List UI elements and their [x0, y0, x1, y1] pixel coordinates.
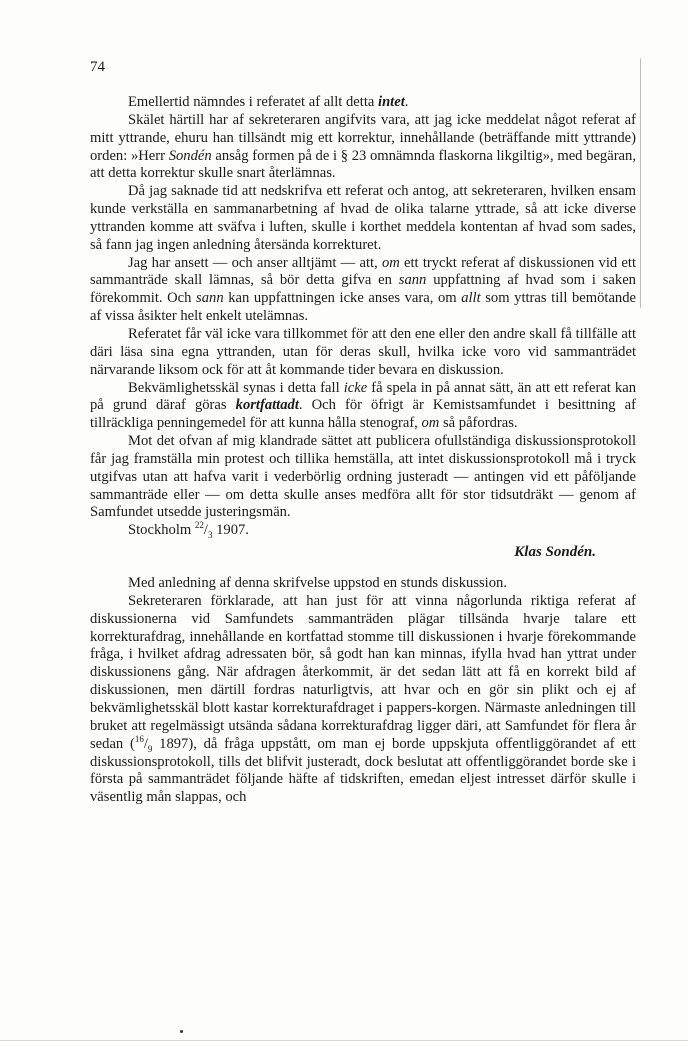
page-edge-line — [640, 58, 641, 308]
paragraph-4: Jag har ansett — och anser alltjämt — att, om ett tryckt referat af diskussionen vid ett sammanträde skall lämnas, så bör detta gifva en sann uppfattning af hvad som i saken förekommit. Och sann kan uppfattningen icke anses vara, om allt som yttras till bemötande af vissa åsikter helt enkelt utelämnas. — [90, 254, 636, 325]
dateline: Stockholm $^{22}/_3$ 1907. — [128, 520, 249, 541]
signature: Klas Sondén. — [514, 544, 596, 561]
stray-mark — [180, 1030, 183, 1033]
paragraph-3: Då jag saknade tid att nedskrifva ett referat och antog, att sekreteraren, hvilken ensam kunde verkställa en sammanarbetning af hvad de olika talarne yttrade, så att icke diverse yttranden komme att sväfva i luften, skulle i korthet meddela kontentan af hvad som sades, så fann jag ingen anledning återsända korrekturet. — [90, 183, 636, 253]
page-number: 74 — [90, 59, 105, 75]
paragraph-6: Bekvämlighetsskäl synas i detta fall icke få spela in på annat sätt, än att ett referat kan på grund däraf göras kortfattadt. Och för öfrigt är Kemistsamfundet i besittning af tillräckliga penningemedel för att kunna hålla stenograf, om så påfordras. — [90, 379, 637, 432]
paragraph-8: Med anledning af denna skrifvelse uppstod en stunds diskussion. — [128, 575, 507, 592]
page-bottom-edge — [0, 1040, 688, 1041]
paragraph-1: Emellertid nämndes i referatet af allt detta intet. — [128, 94, 409, 110]
paragraph-2: Skälet härtill har af sekreteraren angifvits vara, att jag icke meddelat något referat af mitt yttrande, ehuru han tillsändt mig ett korrektur, innehållande (beträffande mitt yttrande) orden: »Herr Sondén ansåg formen på de i § 23 omnämnda flaskorna likgiltig», med begäran, att detta korrektur skulle snart återlämnas. — [90, 111, 636, 182]
paragraph-7: Mot det ofvan af mig klandrade sättet att publicera ofullständiga diskussionsprotokoll får jag framställa min protest och tillika hemställa, att intet diskussionsprotokoll må i tryck utgifvas utan att hafva varit i vederbörlig ordning justeradt — antingen vid ett påföljande sammanträde eller — om detta skulle anses medföra allt för stor tidsutdräkt — genom af Samfundet utsedde justeringsmän. — [90, 433, 636, 521]
paragraph-9: Sekreteraren förklarade, att han just för att vinna någorlunda riktiga referat af diskussionerna vid Samfundets sammanträden plägar tillsända hvarje talare ett korrekturafdrag, innehållande en kortfattad stomme till diskussionen i hvarje förekommande fråga, i hvilket afdrag adressaten bör, så godt han kan minnas, ifylla hvad han yttrat under diskussionens gång. När afdragen återkommit, är det sedan lätt att få en korrekt bild af diskussionen, men därtill fordras naturligtvis, att hvar och en gör sin plikt och ej af bekvämlighetsskäl blott kastar korrekturafdraget i pappers-korgen. Närmaste anledningen till bruket att regelmässigt utsända sådana korrekturafdrag ligger däri, att Samfundet för flera år sedan ($^{16}/_9$ 1897), då fråga uppstått, om man ej borde uppskjuta offentliggörandet af ett diskussionsprotokoll, tills det blifvit justeradt, dock beslutat att offentliggörandet borde ske i första på sammanträdet följande häfte af tidskriften, emedan eljest intresset därför skulle i väsentlig mån slappas, och — [90, 592, 636, 806]
document-page — [90, 58, 636, 807]
paragraph-5: Referatet får väl icke vara tillkommet för att den ene eller den andre skall få tillfälle att däri läsa sina egna yttranden, utan för deras skull, hvilka icke voro vid sammanträdet närvarande liksom ock för att åt kommande tider bevara en diskussion. — [90, 325, 636, 378]
